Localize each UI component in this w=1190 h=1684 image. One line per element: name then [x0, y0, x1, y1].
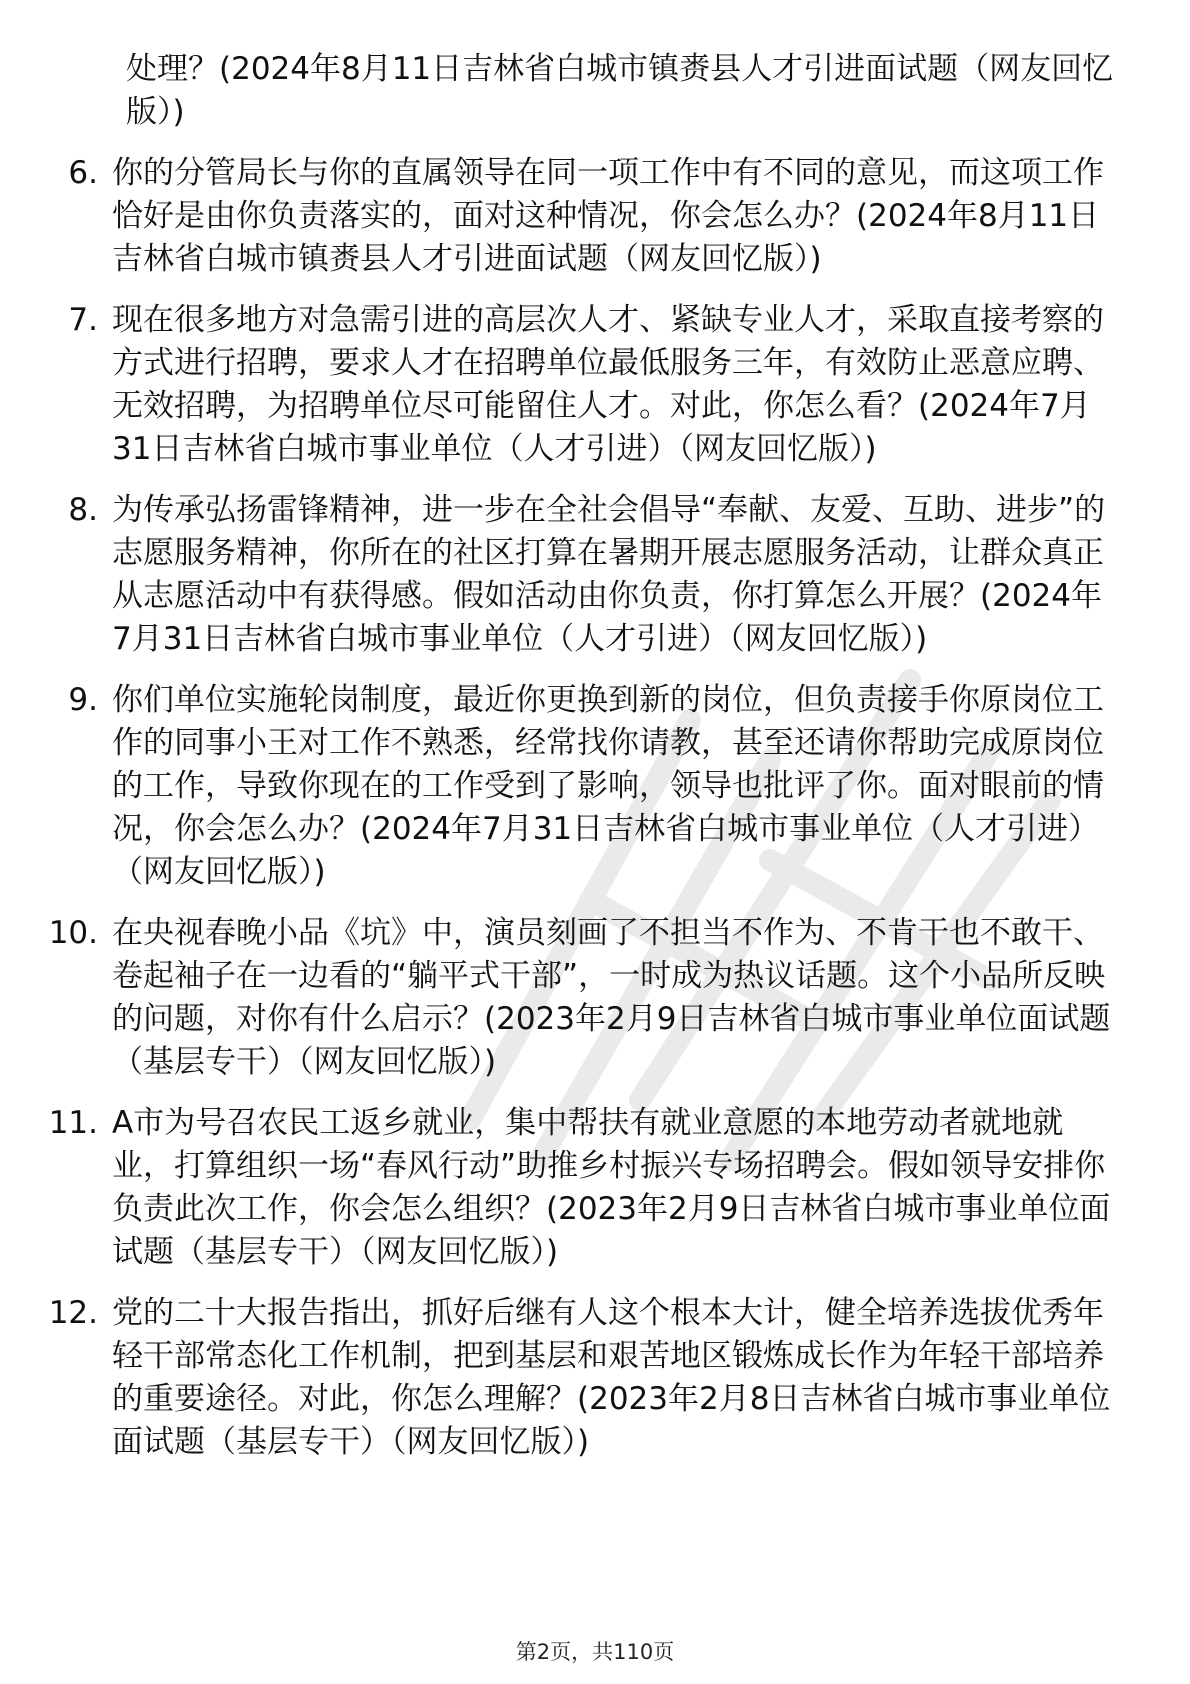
question-text: 为传承弘扬雷锋精神，进一步在全社会倡导“奉献、友爱、互助、进步”的志愿服务精神，你所在的社区打算在暑期开展志愿服务活动，让群众真正从志愿活动中有获得感。假如活动由你负责，你打算怎么开展？(2024年7月31日吉林省白城市事业单位（人才引进）（网友回忆版）) [112, 492, 1106, 657]
question-number: 12. [48, 1295, 98, 1331]
question-text: 你的分管局长与你的直属领导在同一项工作中有不同的意见，而这项工作恰好是由你负责落实的，面对这种情况，你会怎么办？(2024年8月11日吉林省白城市镇赉县人才引进面试题（网友回忆版）) [112, 155, 1104, 277]
question-continuation: 处理？(2024年8月11日吉林省白城市镇赉县人才引进面试题（网友回忆版）) [126, 51, 1114, 130]
question-item [48, 1102, 1114, 1274]
question-text: 党的二十大报告指出，抓好后继有人这个根本大计，健全培养选拔优秀年轻干部常态化工作机制，把到基层和艰苦地区锻炼成长作为年轻干部培养的重要途径。对此，你怎么理解？(2023年2月8日吉林省白城市事业单位面试题（基层专干）（网友回忆版）) [112, 1295, 1111, 1460]
question-item [48, 912, 1114, 1084]
question-text: 在央视春晚小品《坑》中，演员刻画了不担当不作为、不肯干也不敢干、卷起袖子在一边看的“躺平式干部”，一时成为热议话题。这个小品所反映的问题，对你有什么启示？(2023年2月9日吉林省白城市事业单位面试题（基层专干）（网友回忆版）) [112, 915, 1111, 1080]
question-text: 现在很多地方对急需引进的高层次人才、紧缺专业人才，采取直接考察的方式进行招聘，要求人才在招聘单位最低服务三年，有效防止恶意应聘、无效招聘，为招聘单位尽可能留住人才。对此，你怎么看？(2024年7月31日吉林省白城市事业单位（人才引进）（网友回忆版）) [112, 302, 1104, 467]
question-item [68, 152, 1114, 281]
question-item [48, 1292, 1114, 1464]
question-item [68, 299, 1114, 471]
question-text: 你们单位实施轮岗制度，最近你更换到新的岗位，但负责接手你原岗位工作的同事小王对工作不熟悉，经常找你请教，甚至还请你帮助完成原岗位的工作，导致你现在的工作受到了影响，领导也批评了你。面对眼前的情况，你会怎么办？(2024年7月31日吉林省白城市事业单位（人才引进）（网友回忆版）) [112, 682, 1104, 890]
page-footer: 第2页，共110页 [515, 1640, 675, 1664]
question-number: 7. [68, 302, 98, 338]
question-list [48, 48, 1114, 1482]
question-number: 6. [68, 155, 98, 191]
question-number: 10. [48, 915, 98, 951]
question-text: A市为号召农民工返乡就业，集中帮扶有就业意愿的本地劳动者就地就业，打算组织一场“春风行动”助推乡村振兴专场招聘会。假如领导安排你负责此次工作，你会怎么组织？(2023年2月9日吉林省白城市事业单位面试题（基层专干）（网友回忆版）) [112, 1105, 1111, 1270]
question-number: 11. [48, 1105, 98, 1141]
question-number: 9. [68, 682, 98, 718]
question-number: 8. [68, 492, 98, 528]
question-item [68, 489, 1114, 661]
question-item [68, 679, 1114, 894]
